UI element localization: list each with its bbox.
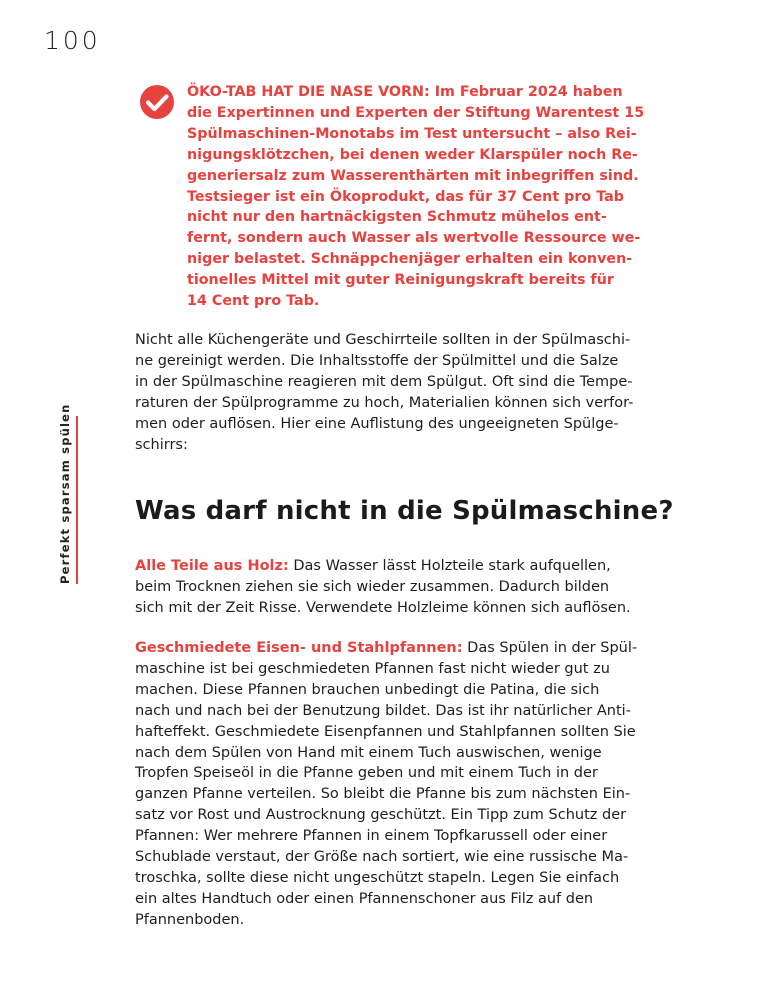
paragraph-lead: Geschmiedete Eisen- und Stahlpfannen: — [135, 640, 463, 656]
sidebar-chapter-marker — [50, 403, 78, 584]
intro-paragraph: Nicht alle Küchengeräte und Geschirrteile sollten in der Spülmaschi- ne gereinigt werden. Die Inhaltsstoffe der Spülmittel und die Salze in der Spülmaschine reagieren mit dem Spülgut. Oft sind die Tempe- raturen der Spülprogramme zu hoch, Materialien können sich verfor- men oder auflösen. Hier eine Auflistung des ungeeigneten Spülge- schirrs: — [135, 332, 634, 453]
paragraph-pans — [135, 638, 645, 931]
paragraph-lead: Alle Teile aus Holz: — [135, 558, 289, 574]
callout-text: ÖKO-TAB HAT DIE NASE VORN: Im Februar 2024 haben die Expertinnen und Experten der Stiftung Warentest 15 Spülmaschinen-Monotabs im Test untersucht – also Rei- nigungsklötzchen, bei denen weder Klarspüler noch Re- generiersalz zum Wasserenthärten mit inbegriffen sind. Testsieger ist ein Ökoprodukt, das für 37 Cent pro Tab nicht nur den hartnäckigsten Schmutz mühelos ent- fernt, sondern auch Wasser als wertvolle Ressource we- niger belastet. Schnäppchenjäger erhalten ein konven- tionelles Mittel mit guter Reinigungskraft bereits für 14 Cent pro Tab. — [187, 84, 645, 310]
paragraph-text: Das Spülen in der Spül- maschine ist bei geschmiedeten Pfannen fast nicht wieder gut zu machen. Diese Pfannen brauchen unbedingt die Patina, die sich nach und nach bei der Benutzung bildet. Das ist ihr natürlicher Anti- hafteffekt. Geschmiedete Eisenpfannen und Stahlpfannen sollten Sie nach dem Spülen von Hand mit einem Tuch auswischen, wenige Tropfen Speiseöl in die Pfanne geben und mit einem Tuch in der ganzen Pfanne verteilen. So bleibt die Pfanne bis zum nächsten Ein- satz vor Rost und Austrocknung geschützt. Ein Tipp zum Schutz der Pfannen: Wer mehrere Pfannen in einem Topfkarussell oder einer Schublade verstaut, der Größe nach sortiert, wie eine russische Ma- troschka, sollte diese nicht ungeschützt stapeln. Legen Sie einfach ein altes Handtuch oder einen Pfannenschoner aus Filz auf den Pfannenboden. — [135, 640, 638, 928]
paragraph-text: Das Wasser lässt Holzteile stark aufquellen, beim Trocknen ziehen sie sich wieder zusammen. Dadurch bilden sich mit der Zeit Risse. Verwendete Holzleime können sich auflösen. — [135, 558, 631, 616]
chapter-title: Perfekt sparsam spülen — [58, 403, 72, 584]
page-number: 100 — [44, 26, 101, 55]
section-heading: Was darf nicht in die Spülmaschine? — [135, 496, 674, 526]
check-circle-icon — [139, 84, 175, 120]
paragraph-wood — [135, 556, 645, 619]
chapter-divider — [76, 416, 78, 584]
